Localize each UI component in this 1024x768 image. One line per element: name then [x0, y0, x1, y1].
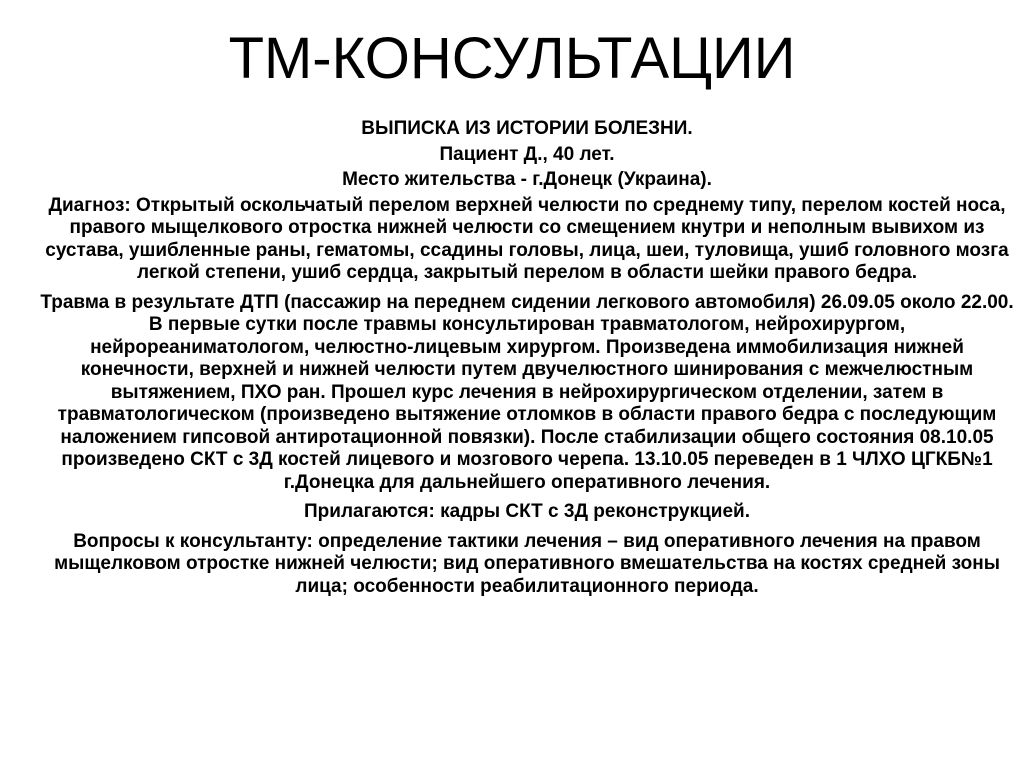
- residence-info: Место жительства - г.Донецк (Украина).: [342, 169, 712, 190]
- trauma-history-paragraph: Травма в результате ДТП (пассажир на переднем сидении легкового автомобиля) 26.09.05 около 22.00. В первые сутки после травмы консультирован травматологом, нейрохирургом, нейрореаниматологом, челюстно-лицевым хирургом. Произведена иммобилизация нижней конечности, верхней и нижней челюсти путем двучелюстного шинирования с межчелюстным вытяжением, ПХО ран. Прошел курс лечения в нейрохирургическом отделении, затем в травматологическом (произведено вытяжение отломков в области правого бедра с последующим наложением гипсовой антиротационной повязки). После стабилизации общего состояния 08.10.05 произведено СКТ с 3Д костей лицевого и мозгового черепа. 13.10.05 переведен в 1 ЧЛХО ЦГКБ№1 г.Донецка для дальнейшего оперативного лечения.: [40, 291, 1014, 493]
- consultant-questions-paragraph: Вопросы к консультанту: определение тактики лечения – вид оперативного лечения на правом мыщелковом отростке нижней челюсти; вид оперативного вмешательства на костях средней зоны лица; особенности реабилитационного периода.: [54, 530, 1000, 597]
- patient-info: Пациент Д., 40 лет.: [439, 143, 615, 165]
- extract-heading: ВЫПИСКА ИЗ ИСТОРИИ БОЛЕЗНИ.: [361, 118, 693, 139]
- slide-title: ТМ-КОНСУЛЬТАЦИИ: [228, 26, 796, 91]
- diagnosis-paragraph: Диагноз: Открытый оскольчатый перелом верхней челюсти по среднему типу, перелом костей носа, правого мыщелкового отростка нижней челюсти со смещением кнутри и неполным вывихом из сустава, ушибленные раны, гематомы, ссадины головы, лица, шеи, туловища, ушиб головного мозга легкой степени, ушиб сердца, закрытый перелом в области шейки правого бедра.: [45, 194, 1009, 283]
- slide-body: [40, 118, 1014, 605]
- attachments-paragraph: Прилагаются: кадры СКТ с 3Д реконструкцией.: [304, 501, 750, 522]
